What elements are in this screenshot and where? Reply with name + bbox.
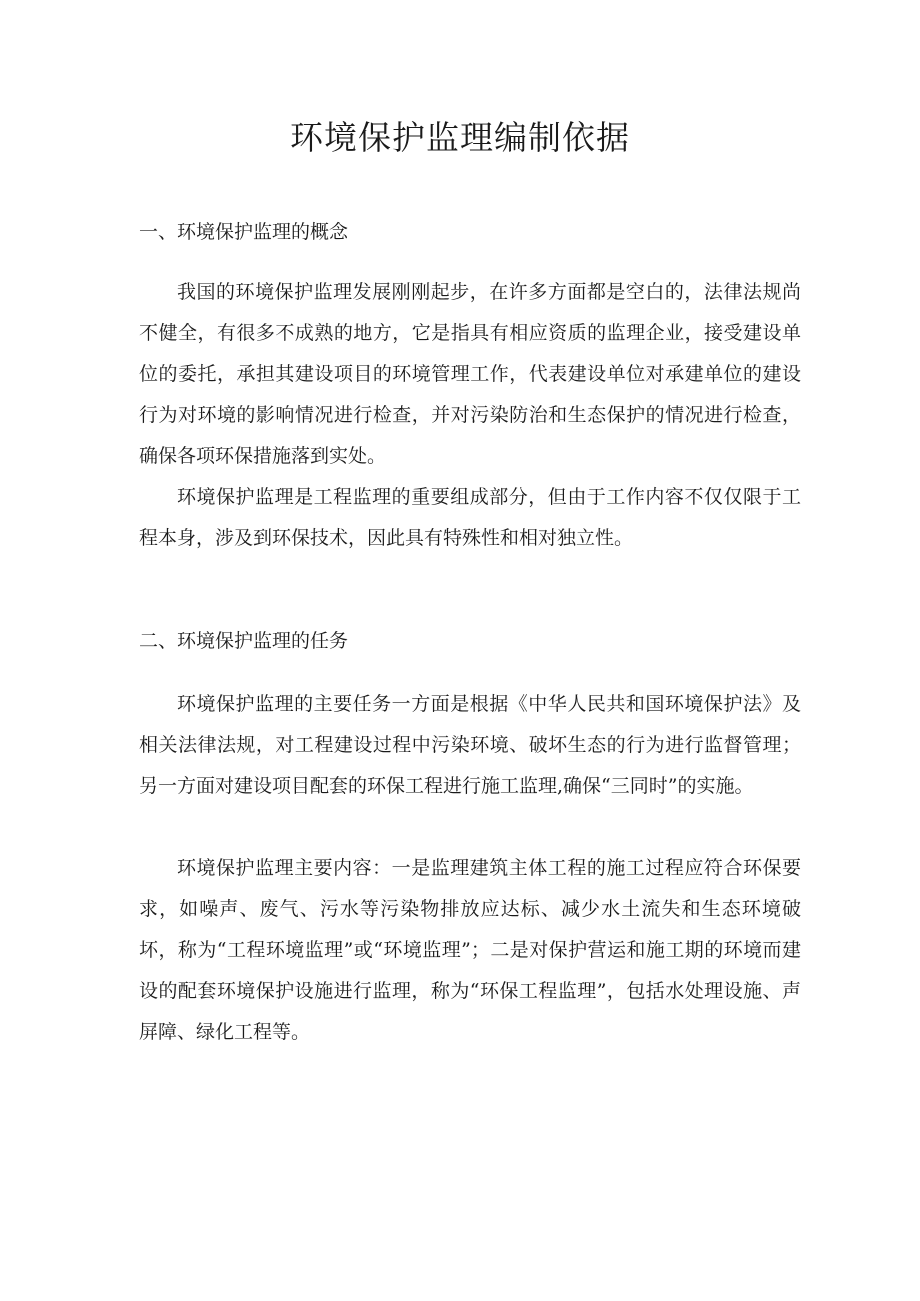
paragraph-concept-1: 我国的环境保护监理发展刚刚起步，在许多方面都是空白的，法律法规尚不健全，有很多不成熟的地方，它是指具有相应资质的监理企业，接受建设单位的委托，承担其建设项目的环境管理工作，代表建设单位对承建单位的建设行为对环境的影响情况进行检查，并对污染防治和生态保护的情况进行检查，确保各项环保措施落到实处。: [139, 281, 801, 467]
paragraph-task-1: 环境保护监理的主要任务一方面是根据《中华人民共和国环境保护法》及相关法律法规，对工程建设过程中污染环境、破坏生态的行为进行监督管理；另一方面对建设项目配套的环保工程进行施工监理,确保“三同时”的实施。: [139, 693, 801, 797]
section-heading-task: 二、环境保护监理的任务: [139, 630, 349, 652]
section-heading-concept: 一、环境保护监理的概念: [139, 221, 349, 243]
paragraph-concept-2: 环境保护监理是工程监理的重要组成部分，但由于工作内容不仅仅限于工程本身，涉及到环保技术，因此具有特殊性和相对独立性。: [139, 486, 801, 549]
paragraph-task-2: 环境保护监理主要内容：一是监理建筑主体工程的施工过程应符合环保要求，如噪声、废气、污水等污染物排放应达标、减少水土流失和生态环境破坏，称为“工程环境监理”或“环境监理”；二是对保护营运和施工期的环境而建设的配套环境保护设施进行监理，称为“环保工程监理”，包括水处理设施、声屏障、绿化工程等。: [139, 857, 801, 1043]
document-title: 环境保护监理编制依据: [290, 118, 630, 157]
